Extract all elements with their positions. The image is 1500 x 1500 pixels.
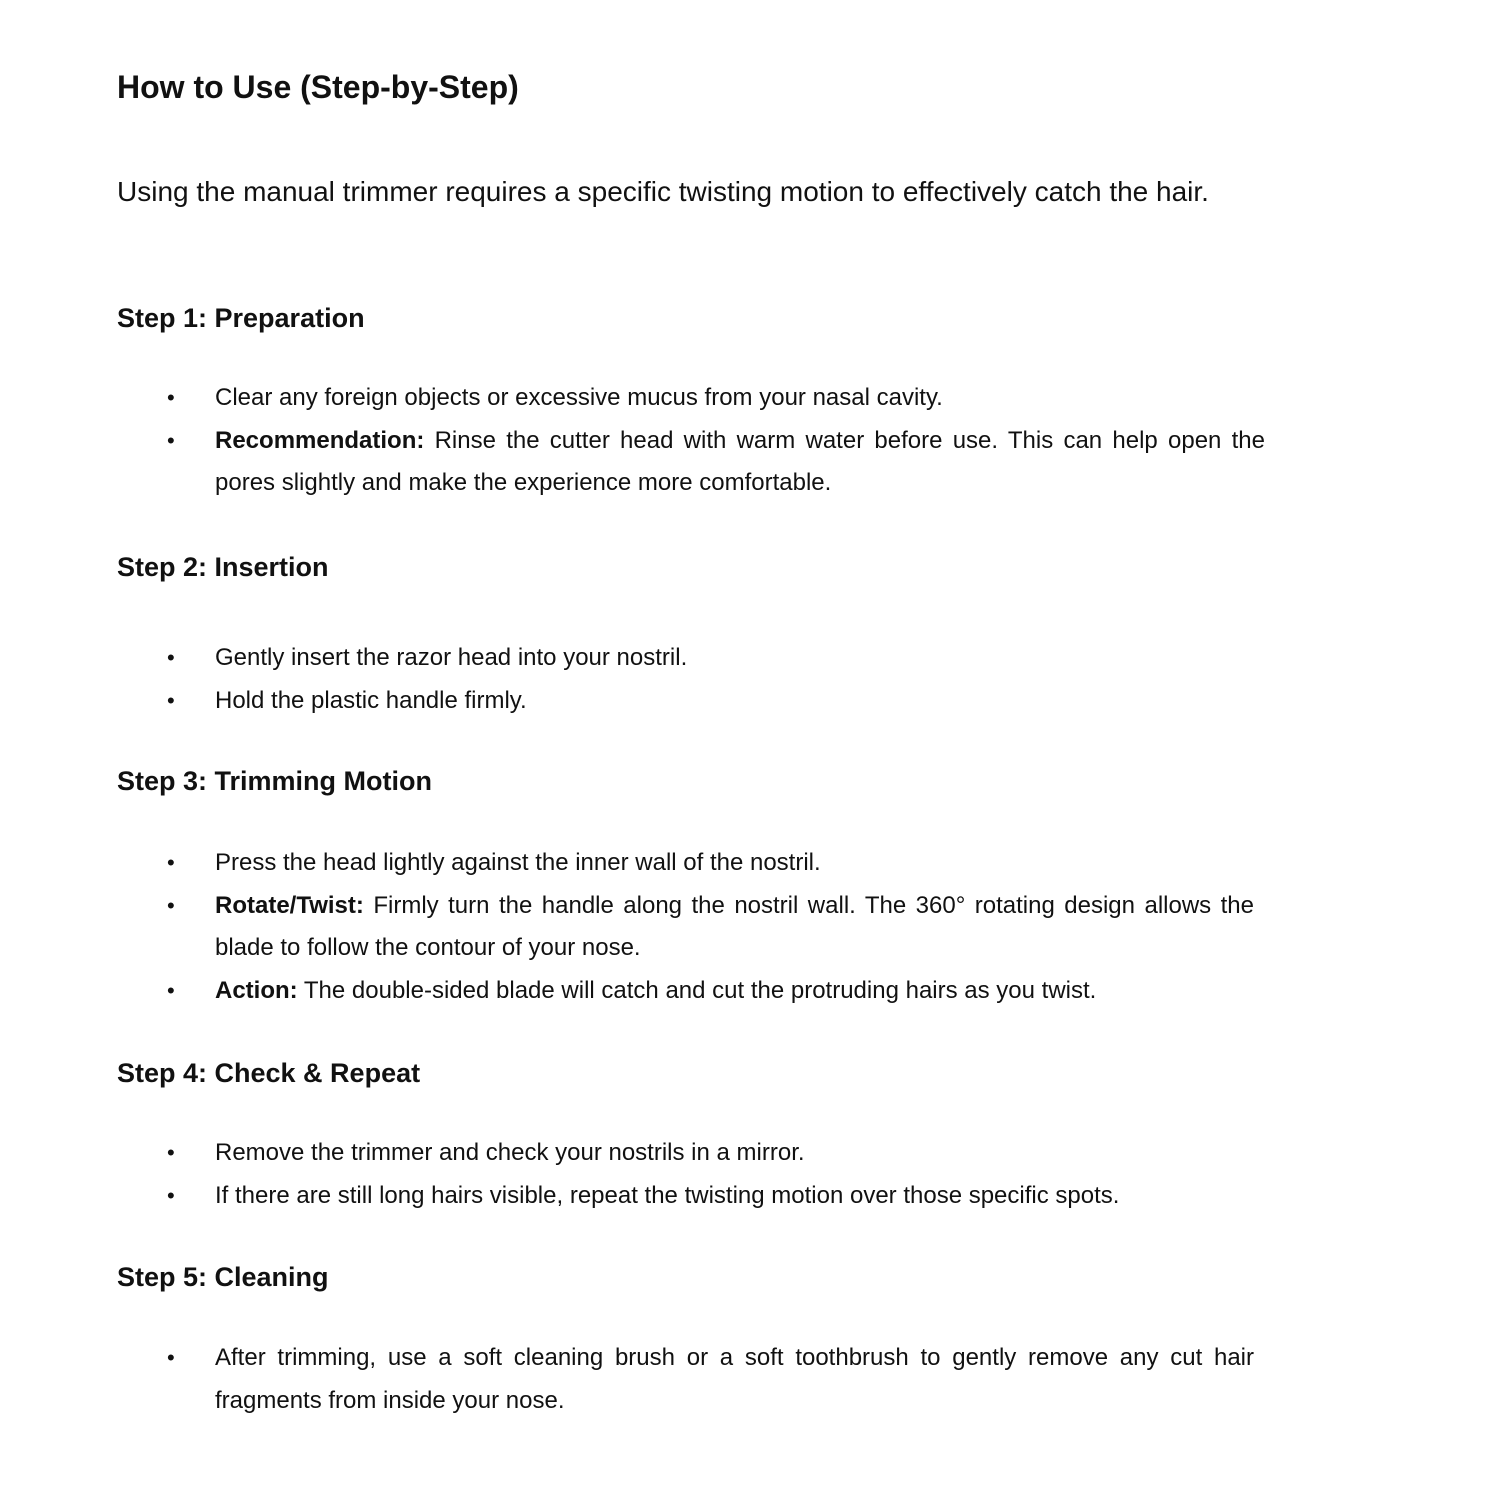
bullet-icon: • bbox=[167, 850, 175, 875]
item-text: Press the head lightly against the inner wall of the nostril. bbox=[215, 849, 821, 876]
list-item bbox=[117, 637, 1265, 680]
bullet-icon: • bbox=[167, 1345, 175, 1370]
bullet-icon: • bbox=[167, 427, 175, 453]
item-lead: Recommendation: bbox=[215, 426, 425, 454]
step-2-list bbox=[117, 637, 1265, 722]
item-text: Gently insert the razor head into your nostril. bbox=[215, 644, 688, 671]
item-text: Clear any foreign objects or excessive mucus from your nasal cavity. bbox=[215, 384, 943, 411]
bullet-icon: • bbox=[167, 687, 175, 713]
step-5-heading: Step 5: Cleaning bbox=[117, 1262, 329, 1292]
bullet-icon: • bbox=[167, 1140, 175, 1165]
list-item bbox=[117, 420, 1265, 505]
bullet-icon: • bbox=[167, 977, 175, 1003]
item-text: Hold the plastic handle firmly. bbox=[215, 686, 527, 714]
list-item bbox=[117, 970, 1254, 1013]
item-text: The double-sided blade will catch and cut the protruding hairs as you twist. bbox=[297, 976, 1097, 1004]
item-lead: Action: bbox=[215, 976, 298, 1004]
list-item bbox=[117, 885, 1254, 970]
list-item bbox=[117, 1132, 1265, 1175]
bullet-icon: • bbox=[167, 385, 175, 410]
item-text: Firmly turn the handle along the nostril wall. The 360° rotating design allows the blade to follow the contour of your nose. bbox=[215, 891, 1254, 961]
list-item bbox=[117, 842, 1254, 885]
step-4-heading: Step 4: Check & Repeat bbox=[117, 1058, 421, 1088]
step-3-list bbox=[117, 842, 1254, 1012]
item-lead: Rotate/Twist: bbox=[215, 891, 364, 919]
page-title: How to Use (Step-by-Step) bbox=[117, 69, 519, 105]
step-5-list bbox=[117, 1337, 1254, 1422]
item-text: Rinse the cutter head with warm water before use. This can help open the pores slightly and make the experience more comfortable. bbox=[215, 426, 1265, 496]
item-text: If there are still long hairs visible, repeat the twisting motion over those specific spots. bbox=[215, 1181, 1120, 1209]
step-4-list bbox=[117, 1132, 1265, 1217]
list-item bbox=[117, 680, 1265, 723]
step-1-list bbox=[117, 377, 1265, 505]
step-3-heading: Step 3: Trimming Motion bbox=[117, 766, 432, 796]
bullet-icon: • bbox=[167, 645, 175, 670]
intro-paragraph: Using the manual trimmer requires a specific twisting motion to effectively catch the hair. bbox=[117, 176, 1209, 207]
item-text: After trimming, use a soft cleaning brush or a soft toothbrush to gently remove any cut hair fragments from inside your nose. bbox=[215, 1344, 1254, 1414]
item-text: Remove the trimmer and check your nostrils in a mirror. bbox=[215, 1139, 805, 1166]
step-2-heading: Step 2: Insertion bbox=[117, 552, 329, 582]
list-item bbox=[117, 1175, 1265, 1218]
list-item bbox=[117, 377, 1265, 420]
list-item bbox=[117, 1337, 1254, 1422]
bullet-icon: • bbox=[167, 892, 175, 918]
bullet-icon: • bbox=[167, 1182, 175, 1208]
step-1-heading: Step 1: Preparation bbox=[117, 303, 365, 333]
